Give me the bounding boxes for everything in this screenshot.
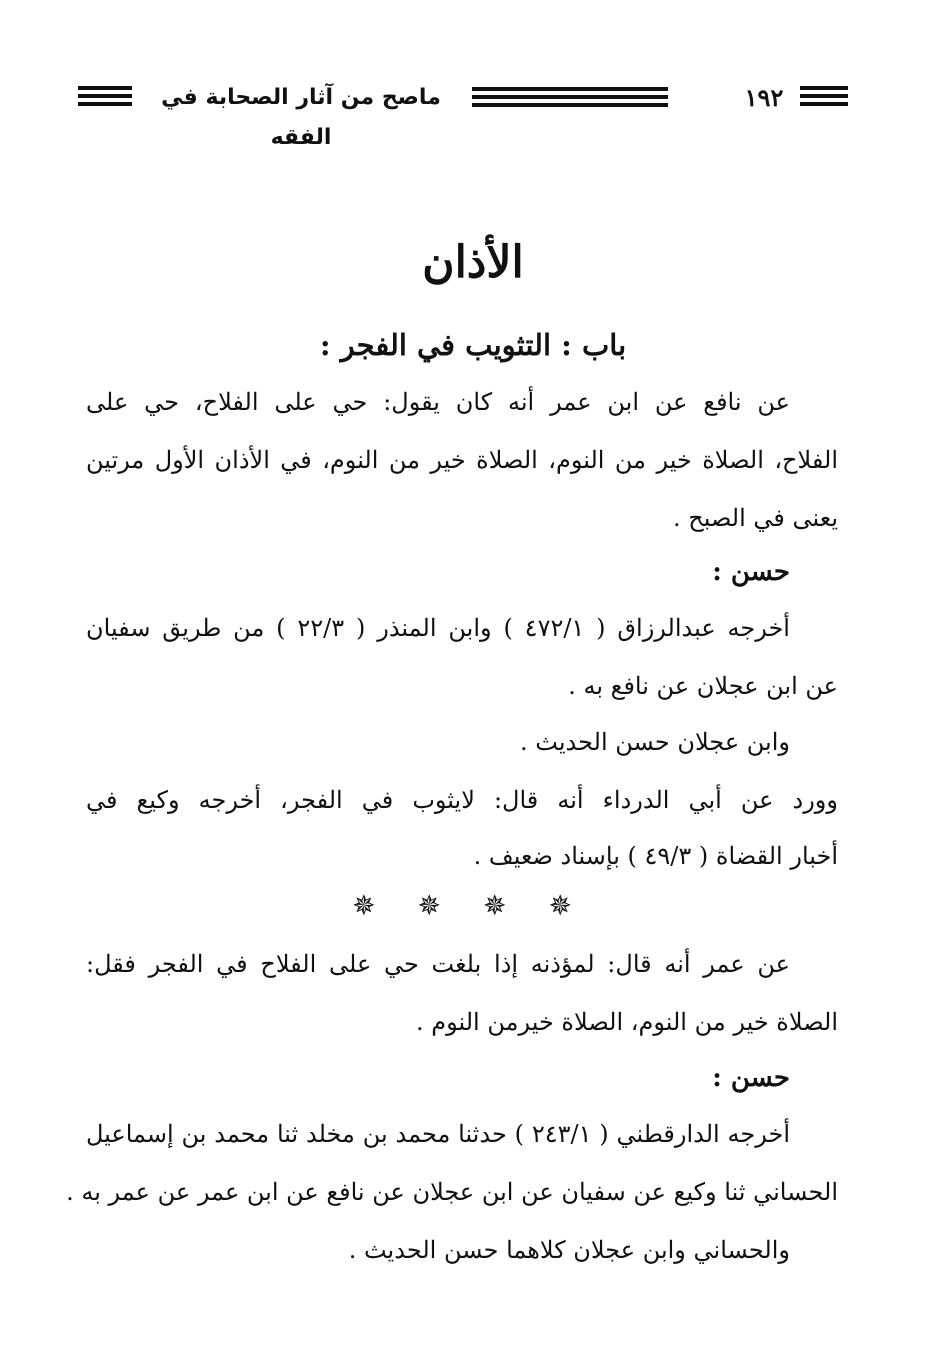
chapter-title: الأذان xyxy=(422,237,524,288)
section-heading: باب : التثويب في الفجر : xyxy=(319,328,627,362)
header-rule-left xyxy=(78,86,132,110)
running-title: ماصح من آثار الصحابة في الفقه xyxy=(161,85,441,150)
text-line: الفلاح، الصلاة خير من النوم، الصلاة خير من النوم، في الأذان الأول مرتين xyxy=(86,446,838,474)
text-line: الحساني ثنا وكيع عن سفيان عن ابن عجلان عن نافع عن ابن عمر عن عمر به . xyxy=(66,1178,838,1206)
text-line: وابن عجلان حسن الحديث . xyxy=(520,728,790,756)
text-line: أخرجه الدارقطني ( ٢٤٣/١ ) حدثنا محمد بن مخلد ثنا محمد بن إسماعيل xyxy=(86,1120,790,1148)
text-line: أخبار القضاة ( ٤٩/٣ ) بإسناد ضعيف . xyxy=(473,842,838,870)
grade-label: حسن : xyxy=(712,1063,790,1093)
text-line: والحساني وابن عجلان كلاهما حسن الحديث . xyxy=(348,1236,790,1264)
header-rule-middle xyxy=(472,87,668,111)
text-line: عن نافع عن ابن عمر أنه كان يقول: حي على الفلاح، حي على xyxy=(86,388,790,416)
page-number: ١٩٢ xyxy=(744,83,784,112)
text-line: وورد عن أبي الدرداء أنه قال: لايثوب في الفجر، أخرجه وكيع في xyxy=(86,786,838,814)
text-line: عن عمر أنه قال: لمؤذنه إذا بلغت حي على الفلاح في الفجر فقل: xyxy=(86,950,790,978)
text-line: الصلاة خير من النوم، الصلاة خيرمن النوم . xyxy=(415,1008,838,1036)
text-line: أخرجه عبدالرزاق ( ٤٧٢/١ ) وابن المنذر ( ٢٢/٣ ) من طريق سفيان xyxy=(86,614,790,642)
header-rule-right xyxy=(800,86,848,110)
text-line: يعنى في الصبح . xyxy=(672,504,838,532)
section-separator: ✵✵✵✵ xyxy=(352,889,614,922)
text-line: عن ابن عجلان عن نافع به . xyxy=(568,672,838,700)
page-header xyxy=(78,78,848,150)
grade-label: حسن : xyxy=(712,557,790,587)
